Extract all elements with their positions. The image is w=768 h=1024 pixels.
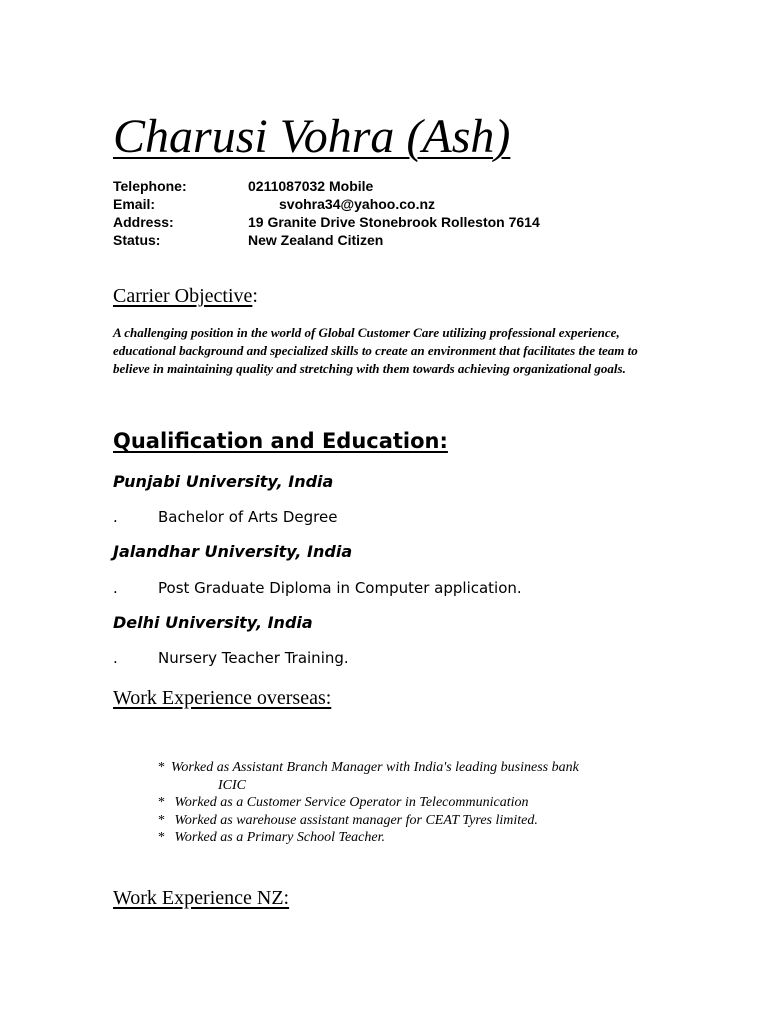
list-item: [158, 759, 579, 794]
objective-heading-colon: :: [252, 285, 258, 307]
work-item-text: Worked as a Primary School Teacher.: [174, 830, 386, 845]
degree-text: Post Graduate Diploma in Computer application.: [158, 579, 522, 597]
qualification-heading: Qualification and Education:: [113, 429, 448, 453]
work-overseas-heading-text: Work Experience overseas:: [113, 687, 332, 709]
list-item: [158, 829, 579, 847]
bullet-star: *: [158, 760, 165, 775]
work-item-text: Worked as warehouse assistant manager for CEAT Tyres limited.: [174, 812, 538, 828]
list-item: [158, 794, 579, 812]
university-name: Jalandhar University, India: [113, 542, 353, 561]
objective-heading-text: Carrier Objective: [113, 285, 253, 307]
work-nz-heading: [113, 886, 289, 910]
candidate-name: Charusi Vohra (Ash): [113, 110, 511, 163]
bullet-star: *: [158, 830, 165, 845]
work-nz-heading-text: Work Experience NZ:: [113, 887, 290, 909]
bullet-dot: .: [113, 579, 118, 597]
work-item-text: Worked as Assistant Branch Manager with India's leading business bank: [171, 760, 579, 775]
university-name: Delhi University, India: [113, 613, 313, 632]
work-overseas-heading: [113, 686, 331, 710]
contact-label: Status:: [113, 232, 161, 248]
list-item: [158, 812, 579, 830]
work-item-continuation: ICIC: [218, 777, 246, 793]
objective-heading: [113, 284, 258, 308]
address-value: 19 Granite Drive Stonebrook Rolleston 7614: [248, 214, 540, 230]
bullet-dot: .: [113, 508, 118, 526]
bullet-dot: .: [113, 649, 118, 667]
contact-label: Email:: [113, 196, 156, 212]
contact-label: Telephone:: [113, 178, 187, 194]
work-overseas-list: [158, 759, 579, 847]
status-value: New Zealand Citizen: [248, 232, 384, 248]
contact-label: Address:: [113, 214, 174, 230]
degree-text: Nursery Teacher Training.: [158, 649, 349, 667]
telephone-value: 0211087032 Mobile: [248, 178, 374, 194]
degree-text: Bachelor of Arts Degree: [158, 508, 338, 526]
objective-text: A challenging position in the world of Global Customer Care utilizing professional experience, educational background and specialized skills to create an environment that facilitates the team to believe in maintaining quality and stretching with them towards achieving organizational goals.: [113, 325, 638, 376]
bullet-star: *: [158, 795, 165, 810]
email-value: svohra34@yahoo.co.nz: [279, 196, 436, 212]
bullet-star: *: [158, 812, 165, 828]
university-name: Punjabi University, India: [113, 472, 334, 491]
work-item-text: Worked as a Customer Service Operator in Telecommunication: [174, 795, 529, 810]
